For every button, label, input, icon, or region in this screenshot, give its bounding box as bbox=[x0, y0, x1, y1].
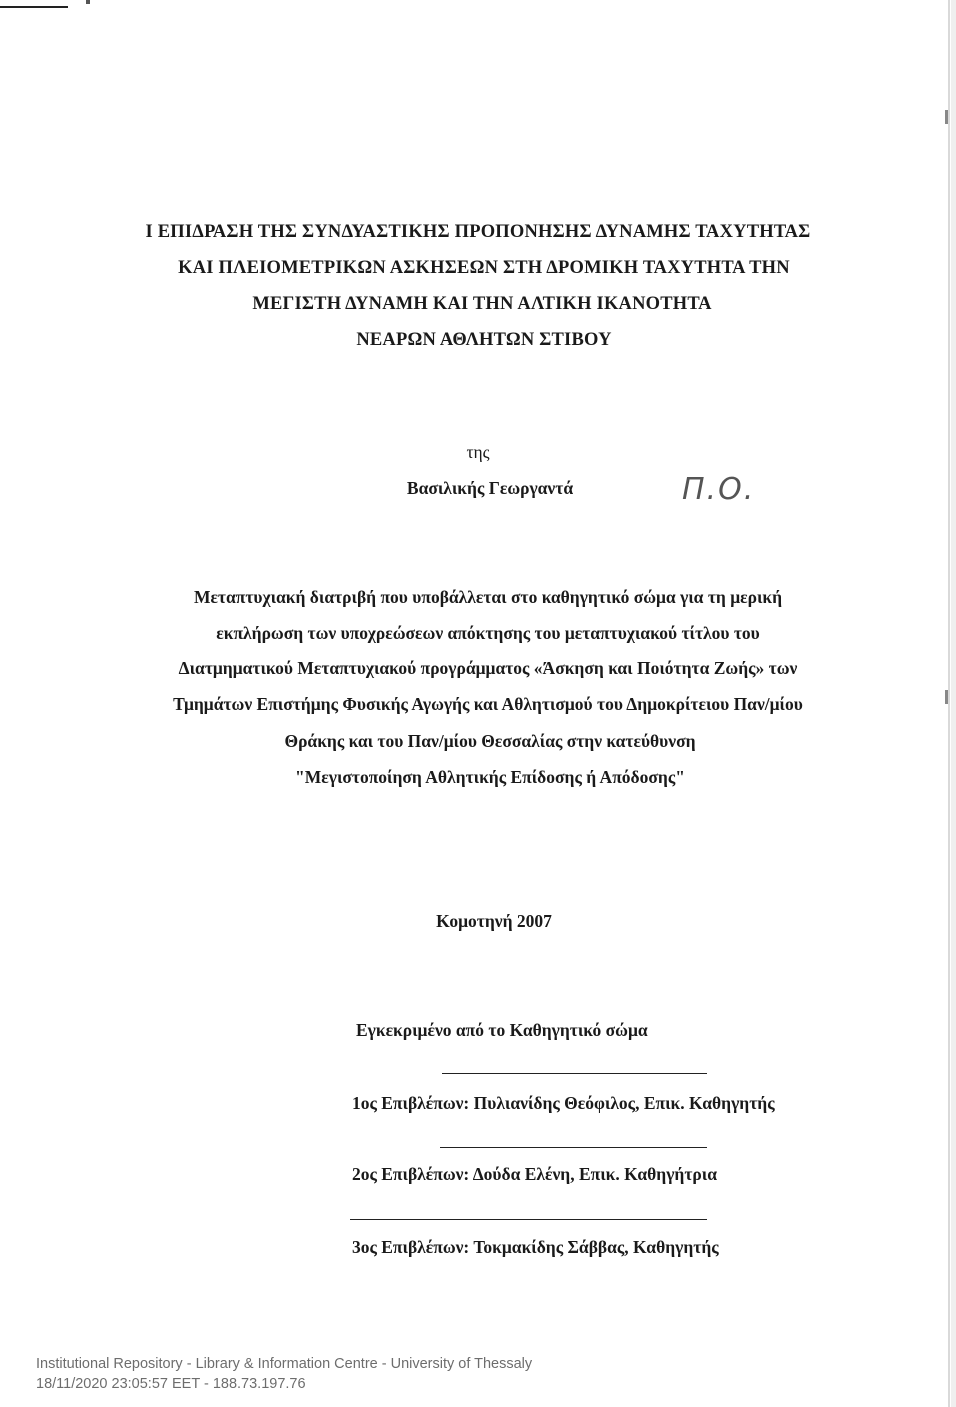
supervisor-3-name: Τοκμακίδης Σάββας, Καθηγητής bbox=[473, 1237, 719, 1257]
signature-line-3 bbox=[350, 1219, 707, 1220]
author-prefix: της bbox=[466, 442, 490, 462]
scan-corner-mark bbox=[0, 0, 68, 8]
signature-line-1 bbox=[442, 1073, 707, 1074]
supervisor-3 bbox=[352, 1237, 719, 1258]
repository-footer-line-1: Institutional Repository - Library & Information Centre - University of Thessaly bbox=[36, 1356, 533, 1372]
title-line-4: ΝΕΑΡΩΝ ΑΘΛΗΤΩΝ ΣΤΙΒΟΥ bbox=[356, 330, 612, 350]
description-line-6: "Μεγιστοποίηση Αθλητικής Επίδοσης ή Απόδοσης" bbox=[295, 767, 685, 787]
supervisor-2-role: 2ος Επιβλέπων: bbox=[352, 1164, 470, 1184]
description-line-1: Μεταπτυχιακή διατριβή που υποβάλλεται στο καθηγητικό σώμα για τη μερική bbox=[193, 587, 783, 607]
title-line-3: ΜΕΓΙΣΤΗ ΔΥΝΑΜΗ ΚΑΙ ΤΗΝ ΑΛΤΙΚΗ ΙΚΑΝΟΤΗΤΑ bbox=[252, 294, 712, 314]
scan-corner-dot bbox=[86, 0, 90, 4]
scan-edge-mark bbox=[945, 110, 948, 124]
place-year: Κομοτηνή 2007 bbox=[436, 911, 552, 931]
description-line-2: εκπλήρωση των υποχρεώσεων απόκτησης του μεταπτυχιακού τίτλου του bbox=[216, 623, 760, 643]
supervisor-1-name: Πυλιανίδης Θεόφιλος, Επικ. Καθηγητής bbox=[473, 1093, 775, 1113]
supervisor-2-name: Δούδα Ελένη, Επικ. Καθηγήτρια bbox=[472, 1164, 717, 1184]
description-line-4: Τμημάτων Επιστήμης Φυσικής Αγωγής και Αθλητισμού του Δημοκρίτειου Παν/μίου bbox=[173, 694, 803, 714]
supervisor-1 bbox=[352, 1093, 775, 1114]
supervisor-3-role: 3ος Επιβλέπων: bbox=[352, 1237, 470, 1257]
repository-footer-line-2: 18/11/2020 23:05:57 EET - 188.73.197.76 bbox=[36, 1376, 306, 1392]
author-name: Βασιλικής Γεωργαντά bbox=[406, 478, 574, 498]
signature-line-2 bbox=[440, 1147, 707, 1148]
handwritten-note: Π.Ο. bbox=[682, 472, 756, 507]
title-line-1: Ι ΕΠΙΔΡΑΣΗ ΤΗΣ ΣΥΝΔΥΑΣΤΙΚΗΣ ΠΡΟΠΟΝΗΣΗΣ ΔΥΝΑΜΗΣ ΤΑΧΥΤΗΤΑΣ bbox=[145, 222, 811, 242]
title-line-2: ΚΑΙ ΠΛΕΙΟΜΕΤΡΙΚΩΝ ΑΣΚΗΣΕΩΝ ΣΤΗ ΔΡΟΜΙΚΗ ΤΑΧΥΤΗΤΑ ΤΗΝ bbox=[178, 258, 790, 278]
supervisor-1-role: 1ος Επιβλέπων: bbox=[352, 1093, 470, 1113]
supervisor-2 bbox=[352, 1164, 717, 1185]
description-line-5: Θράκης και του Παν/μίου Θεσσαλίας στην κατεύθυνση bbox=[284, 731, 696, 751]
approved-heading: Εγκεκριμένο από το Καθηγητικό σώμα bbox=[356, 1020, 648, 1040]
description-line-3: Διατμηματικού Μεταπτυχιακού προγράμματος «Άσκηση και Ποιότητα Ζωής» των bbox=[178, 658, 798, 678]
